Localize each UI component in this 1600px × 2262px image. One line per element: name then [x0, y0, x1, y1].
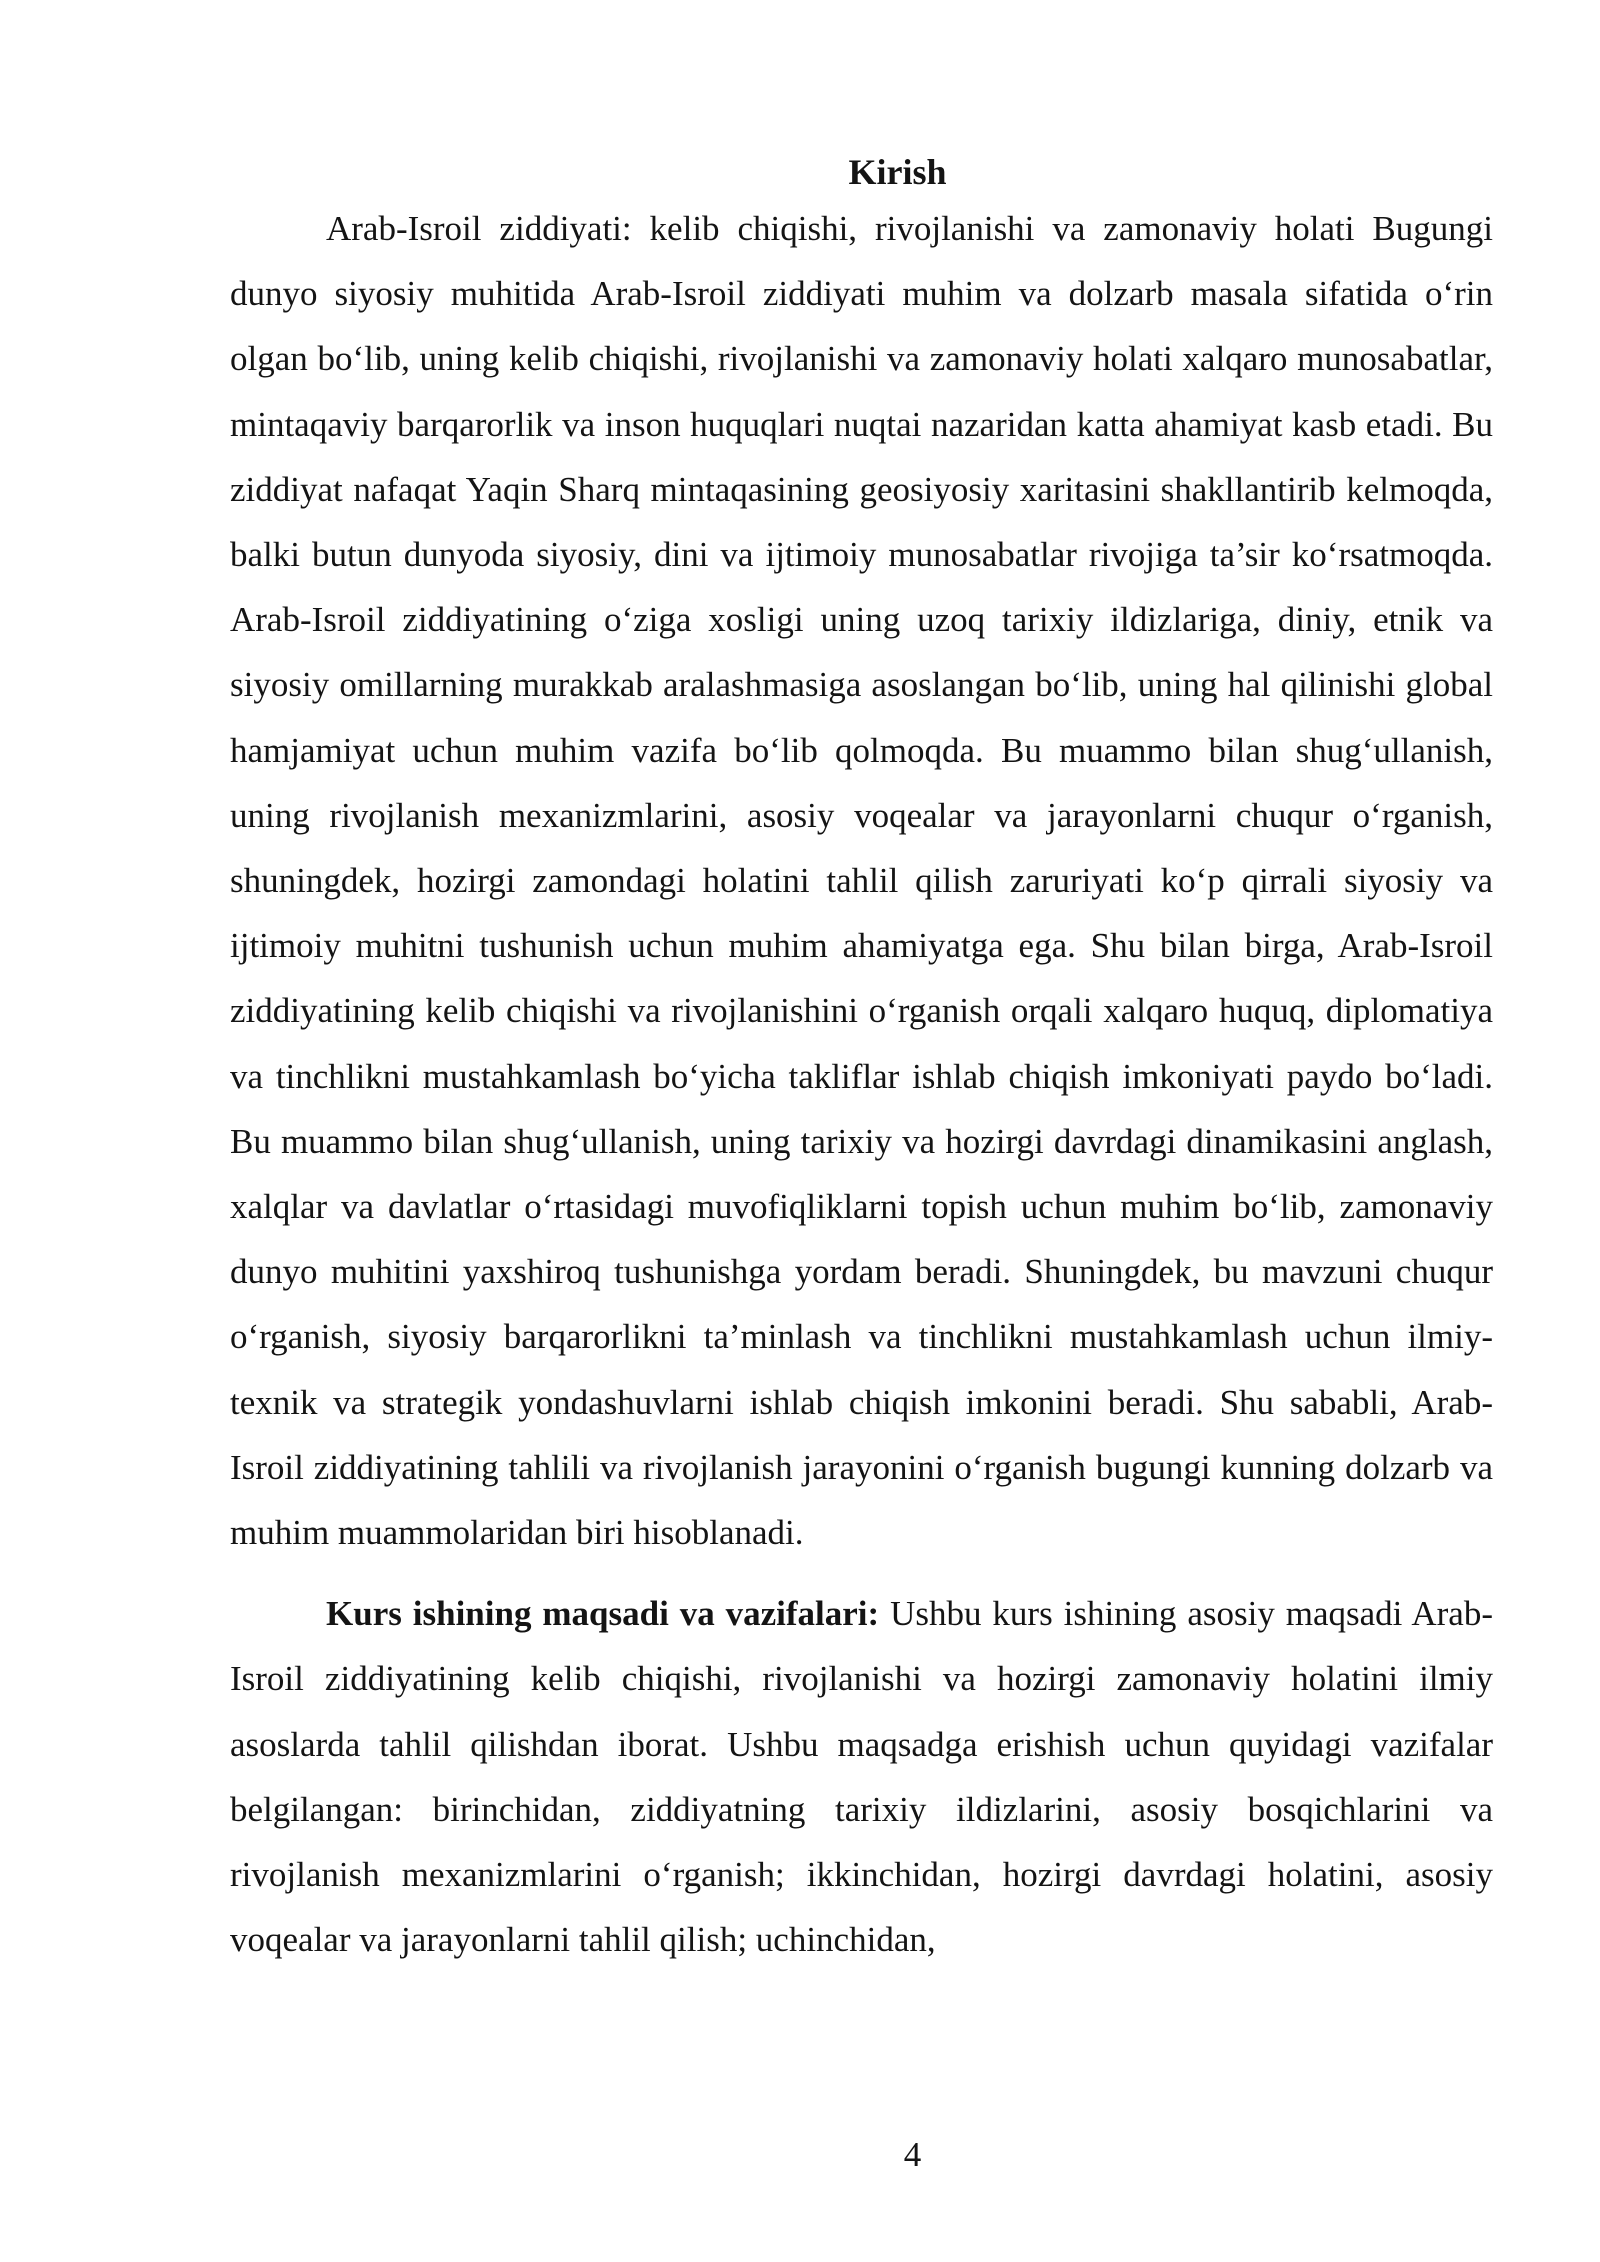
goals-paragraph	[230, 1581, 1493, 1972]
intro-paragraph: Arab-Isroil ziddiyati: kelib chiqishi, rivojlanishi va zamonaviy holati Bugungi dunyo siyosiy muhitida Arab-Isroil ziddiyati muhim va dolzarb masala sifatida o‘rin olgan bo‘lib, uning kelib chiqishi, rivojlanishi va zamonaviy holati xalqaro munosabatlar, mintaqaviy barqarorlik va inson huquqlari nuqtai nazaridan katta ahamiyat kasb etadi. Bu ziddiyat nafaqat Yaqin Sharq mintaqasining geosiyosiy xaritasini shakllantirib kelmoqda, balki butun dunyoda siyosiy, dini va ijtimoiy munosabatlar rivojiga ta’sir ko‘rsatmoqda. Arab-Isroil ziddiyatining o‘ziga xosligi uning uzoq tarixiy ildizlariga, diniy, etnik va siyosiy omillarning murakkab aralashmasiga asoslangan bo‘lib, uning hal qilinishi global hamjamiyat uchun muhim vazifa bo‘lib qolmoqda. Bu muammo bilan shug‘ullanish, uning rivojlanish mexanizmlarini, asosiy voqealar va jarayonlarni chuqur o‘rganish, shuningdek, hozirgi zamondagi holatini tahlil qilish zaruriyati ko‘p qirrali siyosiy va ijtimoiy muhitni tushunish uchun muhim ahamiyatga ega. Shu bilan birga, Arab-Isroil ziddiyatining kelib chiqishi va rivojlanishini o‘rganish orqali xalqaro huquq, diplomatiya va tinchlikni mustahkamlash bo‘yicha takliflar ishlab chiqish imkoniyati paydo bo‘ladi. Bu muammo bilan shug‘ullanish, uning tarixiy va hozirgi davrdagi dinamikasini anglash, xalqlar va davlatlar o‘rtasidagi muvofiqliklarni topish uchun muhim bo‘lib, zamonaviy dunyo muhitini yaxshiroq tushunishga yordam beradi. Shuningdek, bu mavzuni chuqur o‘rganish, siyosiy barqarorlikni ta’minlash va tinchlikni mustahkamlash uchun ilmiy-texnik va strategik yondashuvlarni ishlab chiqish imkonini beradi. Shu sababli, Arab-Isroil ziddiyatining tahlili va rivojlanish jarayonini o‘rganish bugungi kunning dolzarb va muhim muammolaridan biri hisoblanadi.	[230, 209, 1493, 1553]
page-number: 4	[903, 2135, 922, 2174]
goals-lead-label: Kurs ishining maqsadi va vazifalari:	[326, 1594, 880, 1634]
goals-text: Ushbu kurs ishining asosiy maqsadi Arab-Isroil ziddiyatining kelib chiqishi, rivojlanishi va hozirgi zamonaviy holatini ilmiy asoslarda tahlil qilishdan iborat. Ushbu maqsadga erishish uchun quyidagi vazifalar belgilangan: birinchidan, ziddiyatning tarixiy ildizlarini, asosiy bosqichlarini va rivojlanish mexanizmlarini o‘rganish; ikkinchidan, hozirgi davrdagi holatini, asosiy voqealar va jarayonlarni tahlil qilish; uchinchidan,	[230, 1594, 1493, 1960]
section-heading: Kirish	[848, 152, 947, 192]
document-page	[230, 148, 1493, 1972]
